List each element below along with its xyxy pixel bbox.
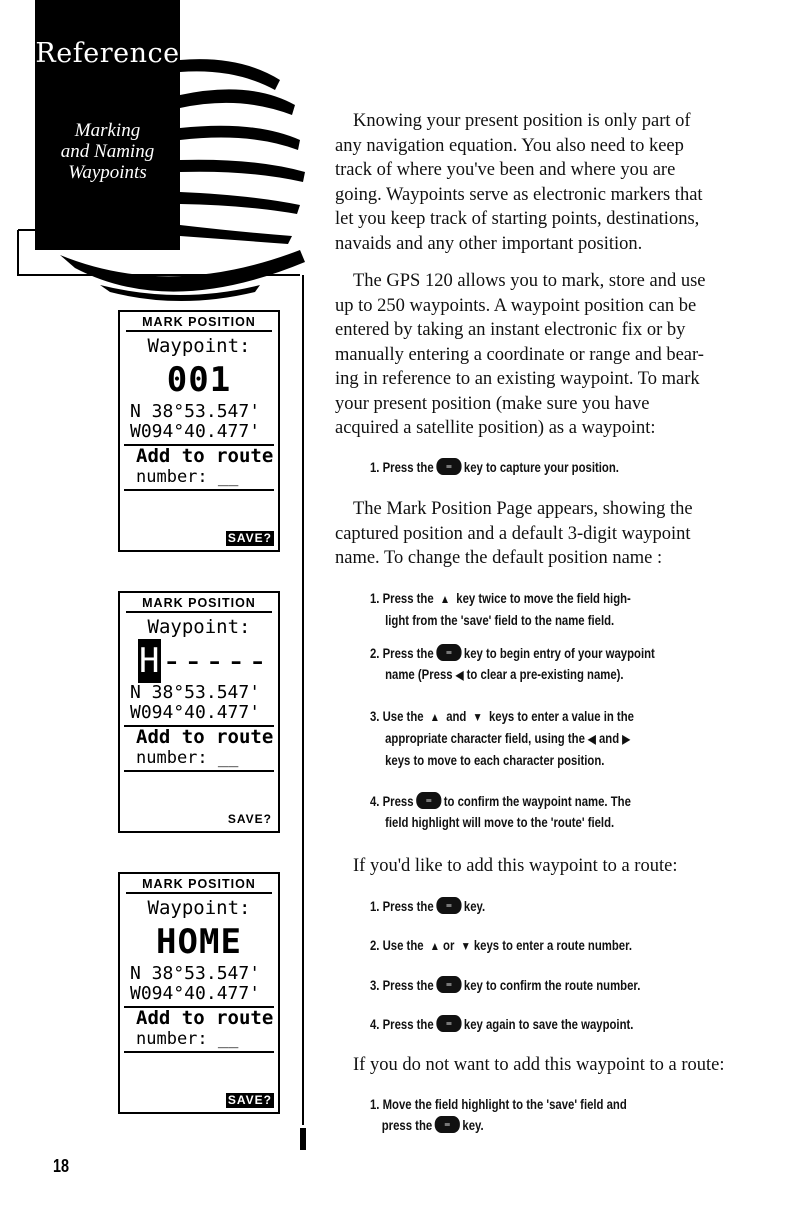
text-line: The Mark Position Page appears, showing the	[353, 499, 693, 519]
step-text: or	[443, 938, 455, 953]
enter-key-icon	[416, 792, 441, 809]
gps-capacity-paragraph	[335, 269, 706, 441]
latitude: N 38°53.547'	[130, 682, 261, 703]
divider	[124, 1051, 274, 1053]
column-divider	[302, 275, 304, 1125]
right-arrow-icon: ▶	[622, 732, 631, 746]
screen-title: MARK POSITION	[126, 593, 272, 613]
down-arrow-icon: ▼	[460, 939, 471, 953]
mark-key-icon	[436, 458, 461, 475]
page-number: 18	[53, 1156, 70, 1176]
step-text: 2. Press the	[370, 646, 434, 661]
step-text: keys to move to each character position.	[385, 753, 605, 768]
longitude: W094°40.477'	[130, 702, 261, 723]
name-placeholder: -----	[161, 641, 269, 681]
gps-screen-home	[118, 872, 280, 1114]
route-number: number: __	[136, 748, 239, 768]
waypoint-label: Waypoint:	[147, 897, 251, 919]
rename-step-4	[370, 791, 631, 833]
enter-key-icon	[436, 897, 461, 914]
step-text: key again to save the waypoint.	[463, 1017, 634, 1032]
route-step-4	[370, 1014, 633, 1035]
text-line: up to 250 waypoints. A waypoint position can be	[335, 295, 697, 316]
longitude: W094°40.477'	[130, 421, 261, 442]
latitude: N 38°53.547'	[130, 401, 261, 422]
waypoint-label: Waypoint:	[147, 616, 251, 638]
text-line: let you keep track of starting points, destinations,	[335, 209, 700, 229]
step-text: key.	[462, 1118, 484, 1133]
waypoint-name: 001	[166, 360, 232, 400]
step-text: key to capture your position.	[463, 460, 619, 475]
noroute-step	[370, 1094, 627, 1136]
gps-screen-default	[118, 310, 280, 552]
step-text: 4. Press the	[370, 1017, 434, 1032]
route-label: Add to route	[136, 445, 274, 467]
step-text: keys to enter a route number.	[473, 938, 633, 953]
step-text: key.	[463, 899, 486, 914]
step-text: and	[598, 731, 620, 746]
step-text: key to begin entry of your waypoint	[463, 646, 655, 661]
step-text: press the	[381, 1118, 433, 1133]
step-text: 1. Press the	[370, 591, 434, 606]
column-divider-end	[300, 1128, 306, 1150]
step-text: 1. Press the	[370, 899, 434, 914]
text-line: ing in reference to an existing waypoint. To mark	[335, 369, 700, 389]
subtitle-line: Marking	[74, 120, 141, 141]
noroute-intro: If you do not want to add this waypoint to a route:	[353, 1055, 725, 1075]
step-text: key twice to move the field high-	[456, 591, 631, 606]
up-arrow-icon: ▲	[429, 939, 440, 953]
enter-key-icon	[435, 1116, 460, 1133]
rename-step-3	[370, 706, 634, 771]
intro-paragraph	[335, 109, 703, 256]
text-line: acquired a satellite position) as a waypoint:	[335, 418, 656, 438]
text-line: name. To change the default position name :	[335, 548, 663, 568]
route-number: number: __	[136, 467, 239, 487]
step-text: appropriate character field, using the	[385, 731, 585, 746]
text-line: manually entering a coordinate or range and bear-	[335, 344, 704, 365]
waypoint-name	[120, 639, 278, 683]
route-intro: If you'd like to add this waypoint to a route:	[353, 856, 678, 876]
mark-page-paragraph	[335, 497, 693, 571]
longitude: W094°40.477'	[130, 983, 261, 1004]
route-step-1	[370, 896, 485, 917]
rename-step-1	[370, 588, 631, 631]
up-arrow-icon: ▲	[429, 710, 440, 724]
divider	[124, 489, 274, 491]
enter-key-icon	[436, 976, 461, 993]
screen-title: MARK POSITION	[126, 874, 272, 894]
save-field: SAVE?	[227, 1093, 272, 1107]
step-text: field highlight will move to the 'route' field.	[385, 815, 615, 830]
gps-screen-editing	[118, 591, 280, 833]
step-text: and	[446, 709, 467, 724]
left-arrow-icon: ◀	[588, 732, 596, 746]
screen-title: MARK POSITION	[126, 312, 272, 332]
left-arrow-icon: ◀	[455, 668, 464, 682]
step-text: 3. Use the	[370, 709, 424, 724]
cursor-character: H	[139, 641, 161, 681]
route-step-3	[370, 975, 640, 996]
text-line: track of where you've been and where you are	[335, 160, 676, 180]
rename-step-2	[370, 643, 655, 686]
section-subtitle	[35, 120, 180, 183]
route-step-2	[370, 935, 632, 957]
route-label: Add to route	[136, 1007, 274, 1029]
step-text: 2. Use the	[370, 938, 424, 953]
step-text: 3. Press the	[370, 978, 434, 993]
waypoint-label: Waypoint:	[147, 335, 251, 357]
down-arrow-icon: ▼	[472, 710, 483, 724]
step-text: name (Press	[385, 667, 453, 682]
latitude: N 38°53.547'	[130, 963, 261, 984]
text-line: entered by taking an instant electronic fix or by	[335, 320, 686, 340]
section-title: Reference	[35, 38, 180, 69]
up-arrow-icon: ▲	[439, 592, 450, 606]
text-line: Knowing your present position is only part of	[353, 111, 691, 131]
step-text: keys to enter a value in the	[488, 709, 634, 724]
waypoint-name: HOME	[156, 922, 242, 962]
text-line: your present position (make sure you have	[335, 393, 650, 414]
route-label: Add to route	[136, 726, 274, 748]
text-line: any navigation equation. You also need to keep	[335, 135, 684, 156]
text-line: captured position and a default 3-digit waypoint	[335, 523, 691, 544]
save-field: SAVE?	[227, 531, 272, 545]
enter-key-icon	[436, 644, 461, 661]
capture-step	[370, 457, 619, 478]
enter-key-icon	[436, 1015, 461, 1032]
divider	[124, 770, 274, 772]
text-line: going. Waypoints serve as electronic markers that	[335, 184, 703, 205]
text-line: The GPS 120 allows you to mark, store and use	[353, 271, 706, 291]
step-text: 1. Press the	[370, 460, 434, 475]
step-text: to confirm the waypoint name. The	[443, 794, 631, 809]
step-text: 4. Press	[370, 794, 414, 809]
route-number: number: __	[136, 1029, 239, 1049]
save-field: SAVE?	[227, 812, 272, 826]
subtitle-line: Waypoints	[68, 162, 147, 183]
step-text: to clear a pre-existing name).	[466, 667, 624, 682]
step-text: key to confirm the route number.	[463, 978, 641, 993]
step-text: light from the 'save' field to the name field.	[385, 613, 615, 628]
text-line: navaids and any other important position.	[335, 233, 643, 254]
subtitle-line: and Naming	[60, 141, 155, 162]
step-text: 1. Move the field highlight to the 'save' field and	[370, 1097, 627, 1112]
